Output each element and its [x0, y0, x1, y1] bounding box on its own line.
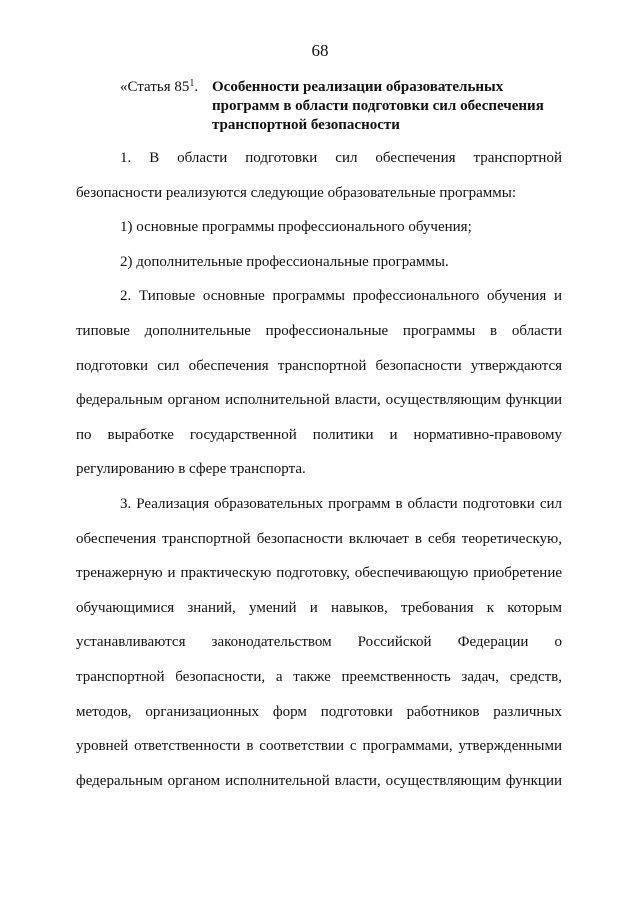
- paragraph-1: 1. В области подготовки сил обеспечения транспортной безопасности реализуются следующие образовательные программы:: [76, 150, 562, 201]
- list-item-1: 1) основные программы профессионального обучения;: [120, 219, 472, 236]
- article-label-text: «Статья 85: [120, 79, 190, 95]
- article-label-superscript: 1: [189, 78, 195, 89]
- paragraph-2: 2. Типовые основные программы профессионального обучения и типовые дополнительные профессиональные программы в области подготовки сил обеспечения транспортной безопасности утверждаются федеральным органом исполнительной власти, осуществляющим функции по выработке государственной политики и нормативно-правовому регулированию в сфере транспорта.: [76, 288, 562, 478]
- article-title: Особенности реализации образовательных программ в области подготовки сил обеспечения транспортной безопасности: [212, 79, 544, 133]
- page-number: 68: [311, 41, 329, 60]
- list-item-2: 2) дополнительные профессиональные программы.: [120, 253, 449, 270]
- paragraph-3: 3. Реализация образовательных программ в области подготовки сил обеспечения транспортной безопасности включает в себя теоретическую, тренажерную и практическую подготовку, обеспечивающую приобретение обучающимися знаний, умений и навыков, требования к которым устанавливаются законодательством Российской Федерации о транспортной безопасности, а также преемственность задач, средств, методов, организационных форм подготовки работников различных уровней ответственности в соответствии с программами, утвержденными федеральным органом исполнительной власти, осуществляющим функции: [76, 495, 562, 789]
- article-label: [120, 78, 198, 97]
- article-body: [76, 141, 562, 798]
- article-label-end: .: [194, 79, 199, 95]
